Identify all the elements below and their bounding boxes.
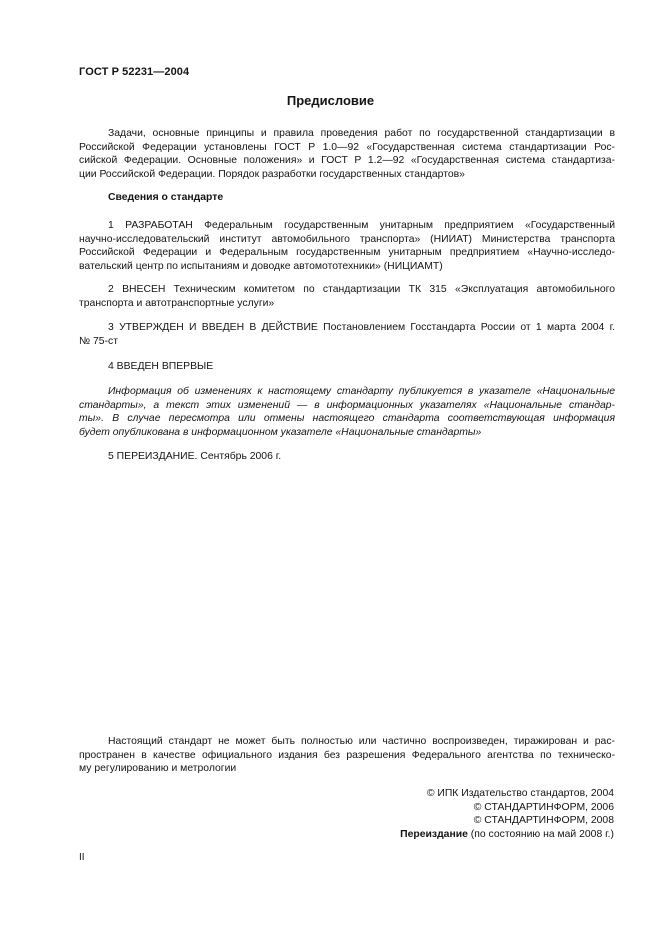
document-code: ГОСТ Р 52231—2004 [79, 66, 190, 78]
reissue-line [294, 828, 614, 842]
item-1-line: научно-исследовательский институт автомобильного транспорта» (НИИАТ) Министерства транспорта [79, 233, 615, 245]
page-number: II [79, 852, 85, 863]
copyright-line: © СТАНДАРТИНФОРМ, 2006 [473, 801, 614, 813]
item-3-paragraph [79, 321, 615, 348]
notice-line: Настоящий стандарт не может быть полностью или частично воспроизведен, тиражирован и рас- [108, 736, 615, 747]
reissue-label: Переиздание [400, 828, 468, 840]
item-2-paragraph [79, 283, 615, 310]
item-3-line: № 75-ст [79, 335, 119, 347]
item-1-line: вательский центр по испытаниям и доводке автомототехники» (НИЦИАМТ) [79, 260, 443, 272]
notice-line: пространен в качестве официального издания без разрешения Федерального агентства по техническо- [79, 749, 615, 761]
changes-line: будет опубликована в информационном указателе «Национальные стандарты» [79, 426, 482, 438]
reissue-date: (по состоянию на май 2008 г.) [467, 828, 614, 840]
info-heading: Сведения о стандарте [108, 192, 224, 203]
item-1-line: 1 РАЗРАБОТАН Федеральным государственным унитарным предприятием «Государственный [108, 220, 615, 231]
item-3-line: 3 УТВЕРЖДЕН И ВВЕДЕН В ДЕЙСТВИЕ Постановлением Госстандарта России от 1 марта 2004 г. [108, 322, 615, 333]
item-5-paragraph [79, 450, 615, 464]
intro-line: Задачи, основные принципы и правила проведения работ по государственной стандартизации в [108, 128, 615, 139]
changes-line: Информация об изменениях к настоящему стандарту публикуется в указателе «Национальные [108, 386, 615, 397]
page-title: Предисловие [286, 93, 375, 108]
copyright-line: © СТАНДАРТИНФОРМ, 2008 [473, 815, 614, 827]
item-2-line: транспорта и автотранспортные услуги» [79, 297, 275, 309]
copyright-line: © ИПК Издательство стандартов, 2004 [426, 788, 614, 799]
item-4-paragraph [79, 360, 615, 374]
copyright-block [294, 787, 614, 841]
item-2-line: 2 ВНЕСЕН Техническим комитетом по стандартизации ТК 315 «Эксплуатация автомобильного [108, 284, 615, 295]
changes-line: стандарты», а текст этих изменений — в информационных указателях «Национальные стандар- [79, 399, 615, 411]
item-4-line: 4 ВВЕДЕН ВПЕРВЫЕ [108, 361, 214, 372]
intro-paragraph [79, 127, 615, 181]
item-5-line: 5 ПЕРЕИЗДАНИЕ. Сентябрь 2006 г. [108, 451, 282, 462]
item-1-line: Российской Федерации и Федеральным государственным унитарным предприятием «Научно-исследо- [79, 247, 615, 259]
item-1-paragraph [79, 219, 615, 273]
intro-line: сийской Федерации. Основные положения» и ГОСТ Р 1.2—92 «Государственная система стандартиза- [79, 155, 615, 167]
changes-line: ты». В случае пересмотра или отмены настоящего стандарта соответствующая информация [79, 413, 615, 425]
changes-info-paragraph [79, 385, 615, 439]
copyright-notice-paragraph [79, 735, 615, 776]
intro-line: ции Российской Федерации. Порядок разработки государственных стандартов» [79, 168, 465, 180]
notice-line: му регулированию и метрологии [79, 763, 237, 775]
intro-line: Российской Федерации установлены ГОСТ Р 1.0—92 «Государственная система стандартизации Рос- [79, 141, 615, 153]
